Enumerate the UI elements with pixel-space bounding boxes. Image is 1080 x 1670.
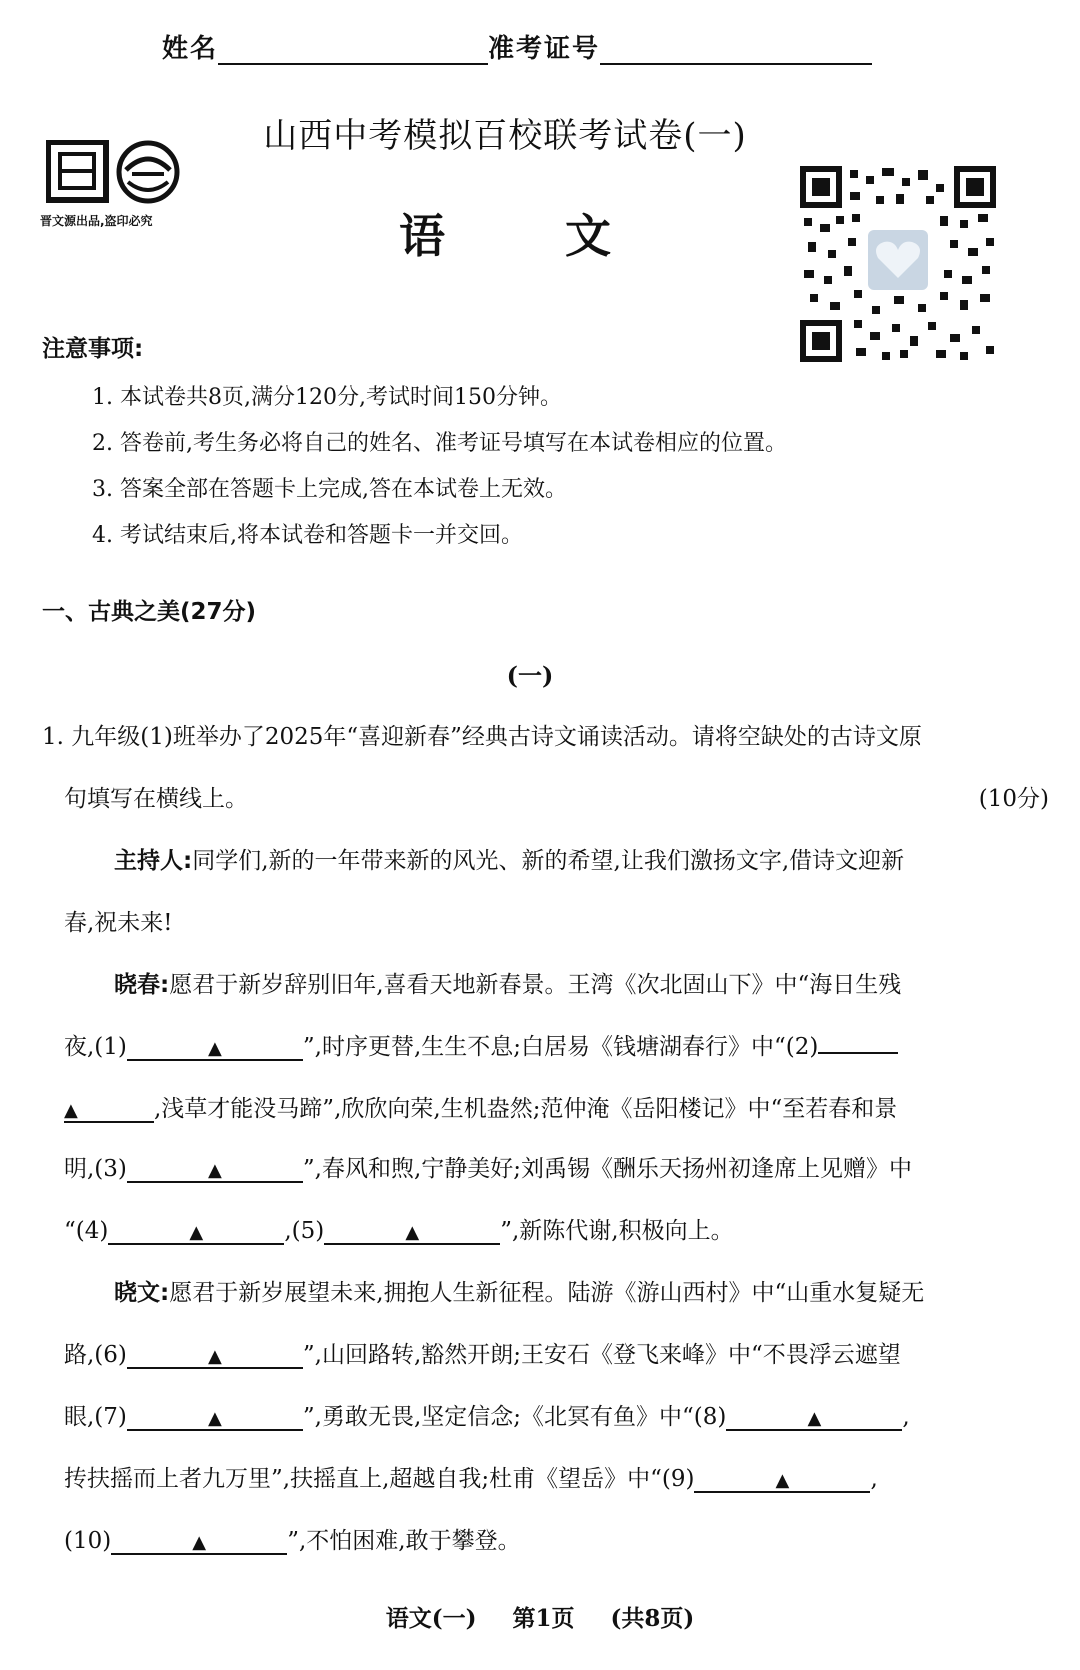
answer-blank-1[interactable]	[127, 1036, 303, 1061]
host-line-2: 春,祝未来!	[64, 910, 173, 936]
text-segment: ,	[902, 1404, 910, 1430]
text-segment: 路,(6)	[64, 1342, 127, 1368]
notice-item-1: 1. 本试卷共8页,满分120分,考试时间150分钟。	[92, 385, 562, 410]
text-segment: 明,(3)	[64, 1156, 127, 1182]
blank-mark-icon: ▲	[207, 1038, 222, 1059]
text-segment: (10)	[64, 1528, 112, 1554]
blank-mark-icon: ▲	[207, 1160, 222, 1181]
logo-caption: 晋文源出品,盗印必究	[40, 214, 153, 228]
section-title: 一、古典之美(27分)	[42, 599, 257, 625]
name-field-row	[162, 28, 872, 65]
question-stem-line-1: 1. 九年级(1)班举办了2025年“喜迎新春”经典古诗文诵读活动。请将空缺处的古诗文原	[42, 724, 922, 750]
blank-mark-icon: ▲	[189, 1222, 204, 1243]
exam-title: 山西中考模拟百校联考试卷(一)	[263, 116, 747, 156]
xiaowen-line-4	[42, 1460, 1049, 1493]
host-label: 主持人:	[114, 848, 193, 874]
answer-blank-2[interactable]	[64, 1098, 154, 1123]
question-stem-line-2	[42, 780, 1049, 813]
xiaowen-label: 晓文:	[114, 1280, 170, 1306]
subject-char-2: 文	[565, 209, 611, 263]
question-stem-text: 句填写在横线上。	[64, 786, 248, 812]
blank-mark-icon: ▲	[64, 1100, 78, 1121]
blank-mark-icon: ▲	[775, 1470, 790, 1491]
blank-mark-icon: ▲	[807, 1408, 822, 1429]
notice-item-4: 4. 考试结束后,将本试卷和答题卡一并交回。	[92, 523, 523, 548]
text-segment: ”,春风和煦,宁静美好;刘禹锡《酬乐天扬州初逢席上见赠》中	[302, 1156, 913, 1182]
xiaowen-line-5	[42, 1522, 1049, 1555]
text-segment: 眼,(7)	[64, 1404, 127, 1430]
question-score: (10分)	[978, 786, 1049, 812]
text-segment: ,浅草才能没马蹄”,欣欣向荣,生机盎然;范仲淹《岳阳楼记》中“至若春和景	[154, 1096, 898, 1122]
notice-title: 注意事项:	[42, 336, 144, 362]
exam-id-field[interactable]	[600, 39, 872, 65]
footer-page-number: 第1页	[512, 1605, 575, 1632]
xiaowen-text: 愿君于新岁展望未来,拥抱人生新征程。陆游《游山西村》中“山重水复疑无	[169, 1280, 925, 1306]
text-segment: 夜,(1)	[64, 1034, 127, 1060]
xiaowen-line-3	[42, 1398, 1049, 1431]
blank-mark-icon: ▲	[405, 1222, 420, 1243]
blank-mark-icon: ▲	[207, 1346, 222, 1367]
text-segment: ,(5)	[284, 1218, 325, 1244]
xiaochun-line-3	[42, 1090, 1049, 1123]
answer-blank-4[interactable]	[108, 1220, 284, 1245]
answer-blank-7[interactable]	[127, 1406, 303, 1431]
text-segment: ”,新陈代谢,积极向上。	[500, 1218, 734, 1244]
qr-code	[800, 166, 996, 362]
blank-mark-icon: ▲	[207, 1408, 222, 1429]
xiaowen-line-1	[42, 1274, 1080, 1307]
xiaochun-label: 晓春:	[114, 972, 170, 998]
text-segment: ,	[870, 1466, 878, 1492]
exam-id-label: 准考证号	[488, 34, 601, 64]
answer-blank-3[interactable]	[127, 1158, 303, 1183]
xiaochun-line-1	[42, 966, 1080, 999]
answer-blank-10[interactable]	[111, 1530, 287, 1555]
xiaochun-line-4	[42, 1150, 1049, 1183]
answer-blank-6[interactable]	[127, 1344, 303, 1369]
qr-code-icon	[800, 166, 996, 362]
notice-item-2: 2. 答卷前,考生务必将自己的姓名、准考证号填写在本试卷相应的位置。	[92, 431, 787, 456]
xiaochun-text: 愿君于新岁辞别旧年,喜看天地新春景。王湾《次北固山下》中“海日生残	[169, 972, 902, 998]
subsection-title: (一)	[506, 661, 554, 690]
footer-subject: 语文(一)	[385, 1605, 477, 1632]
answer-blank-8[interactable]	[726, 1406, 902, 1431]
text-segment: ”,勇敢无畏,坚定信念;《北冥有鱼》中“(8)	[302, 1404, 727, 1430]
text-segment: ”,时序更替,生生不息;白居易《钱塘湖春行》中“(2)	[302, 1034, 819, 1060]
footer-total-pages: (共8页)	[610, 1605, 695, 1632]
answer-blank-5[interactable]	[324, 1220, 500, 1245]
xiaochun-line-5	[42, 1212, 1049, 1245]
name-label: 姓名	[162, 34, 219, 64]
text-segment: ”,不怕困难,敢于攀登。	[287, 1528, 521, 1554]
xiaowen-line-2	[42, 1336, 1049, 1369]
name-field[interactable]	[218, 39, 488, 65]
host-line-1	[42, 842, 1080, 875]
text-segment: ”,山回路转,豁然开朗;王安石《登飞来峰》中“不畏浮云遮望	[302, 1342, 901, 1368]
subject-char-1: 语	[399, 209, 445, 263]
xiaochun-line-2	[42, 1028, 1049, 1061]
blank-mark-icon: ▲	[192, 1532, 207, 1553]
host-text: 同学们,新的一年带来新的风光、新的希望,让我们激扬文字,借诗文迎新	[192, 848, 905, 874]
page-footer	[0, 1600, 1080, 1633]
text-segment: 抟扶摇而上者九万里”,扶摇直上,超越自我;杜甫《望岳》中“(9)	[64, 1466, 695, 1492]
answer-blank-2-start[interactable]	[818, 1052, 898, 1054]
text-segment: “(4)	[64, 1218, 109, 1244]
notice-item-3: 3. 答案全部在答题卡上完成,答在本试卷上无效。	[92, 477, 567, 502]
answer-blank-9[interactable]	[694, 1468, 870, 1493]
